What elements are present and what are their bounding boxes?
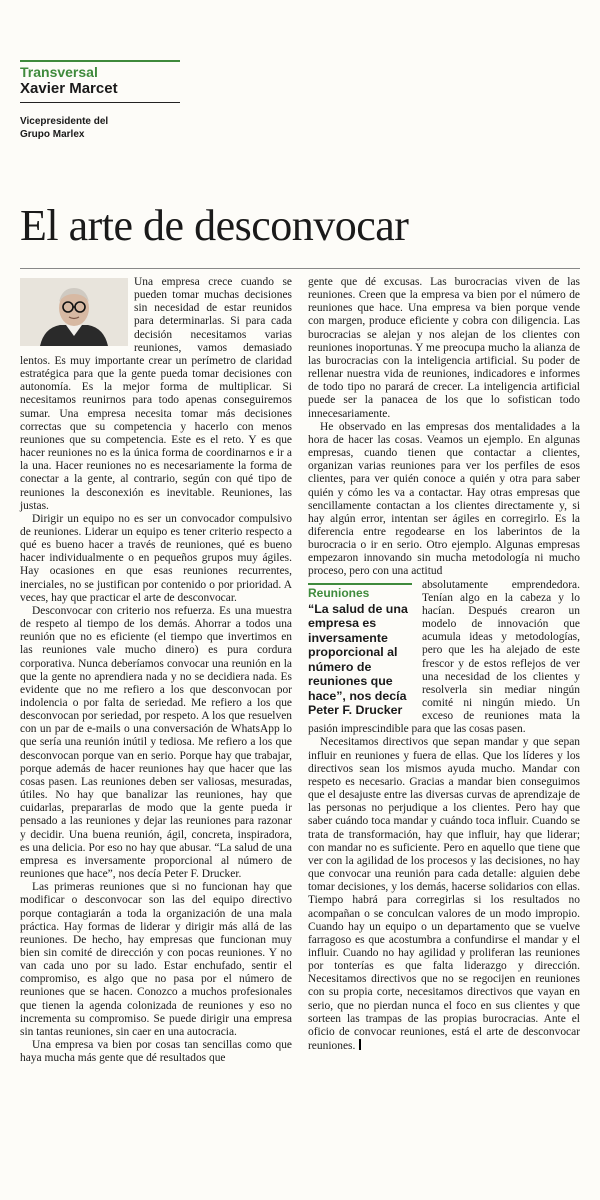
- body-paragraph: Desconvocar con criterio nos refuerza. Es una muestra de respeto al tiempo de los demás. Ahorrar a todos una reunión que no es eficiente (el tiempo que invertimos en las reuniones vale mucho dinero) es pura cordura corporativa. Nunca deberíamos convocar una reunión en la que la gente no aprendiera nada y no se decidiera nada. Es evidente que no me refiero a los que desconvocan por indolencia o por falta de seriedad. Me refiero a los que desconvocan por seriedad, por respeto. A los que resuelven con un par de e-mails o una conversación de WhatsApp lo que sería una reunión inútil y tediosa. Me refiero a los que desconvocan porque van en serio. Porque hay que trabajar, porque además de hacer reuniones hay que hacer que las cosas pasen. Las reuniones deben ser valiosas, mesuradas, útiles. No hay que banalizar las reuniones, hay que cuidarlas, prepararlas de modo que la gente pueda ir pensado a las reuniones y dejar las reuniones para razonar y decidir. Una buena reunión, ágil, concreta, inspiradora, es una delicia. Por eso no hay que abusar. “La salud de una empresa es inversamente proporcional al número de reuniones que hace”, nos decía Peter F. Drucker.: [20, 604, 292, 881]
- end-mark-icon: [359, 1039, 361, 1050]
- body-paragraph: [308, 736, 580, 1053]
- body-paragraph: Una empresa crece cuando se pueden tomar muchas decisiones sin necesidad de estar reunidos para determinarlas. Si para cada decisión necesitamos varias reuniones, vamos demasiado lentos. Es muy importante crear un perímetro de claridad estratégica para que la gente pueda tomar decisiones con autonomía. Es la mejor forma de multiplicar. Si necesitamos reunirnos para todo apenas conseguiremos sumar. Una empresa necesita tomar más decisiones correctas que su competencia y hacerlo con menos reuniones que su competencia. Este es el reto. Y es que hacer reuniones no es la única forma de coordinarnos e ir a la una. Hacer reuniones no es necesariamente la forma de conectar a la gente, al contrario, según con qué tipo de reuniones la desconexión es inevitable. Reuniones, las justas.: [20, 276, 292, 512]
- author-role-line: Grupo Marlex: [20, 129, 85, 140]
- body-paragraph: absolutamente emprendedora. Tenían algo en la cabeza y lo hacían. Después crearon un modelo de innovación que acumula ideas y metodologías, pero que les ha alejado de este frescor y de estos reflejos de ver una necesidad de los clientes y resolverla sin mediar ningún comité ni ningún miedo. Un exceso de reuniones mata la pasión imprescindible para que las cosas pasen.: [308, 578, 580, 736]
- body-column-right: [308, 276, 580, 1053]
- author-portrait-svg: [20, 278, 128, 346]
- author-name: Xavier Marcet: [20, 80, 180, 103]
- pullquote-label: Reuniones: [308, 583, 412, 600]
- body-paragraph-text: Necesitamos directivos que sepan mandar y que sepan influir en reuniones y fuera de ellas. Que los líderes y los directivos sean los mismos ayuda mucho. Mandar con respeto es necesario. Gracias a mandar bien conseguimos que el desajuste entre las diversas curvas de aprendizaje de las personas no perjudique a los clientes. Pero hay que saber cuándo toca mandar y cuándo toca influir. Cuando se trata de transformación, hay que influir, hay que liderar; con mandar no es suficiente. Pero en aquello que tiene que ver con la agilidad de los procesos y las decisiones, no hay que convocar una reunión para cada detalle: alguien debe tomar decisiones, y los demás, hacerse solidarios con ellas. Tiempo habrá para corregirlas si los resultados no acompañan o se conculcan valores de un modo impropio. Cuando hay un equipo o un departamento que se vuelve farragoso es que acostumbra a confundirse el mandar y el influir. Cuando no hay agilidad y proliferan las reuniones por tonterías es que falta liderazgo y dirección. Necesitamos directivos que no se regocijen en reuniones con su propia corte, necesitamos directivos que vayan en serio, que no pierdan nunca el foco en sus clientes y que sorteen las trampas de las propias burocracias. Ante el oficio de convocar reuniones, está el arte de desconvocar reuniones.: [308, 736, 580, 1053]
- author-role: [20, 115, 180, 141]
- author-role-line: Vicepresidente del: [20, 116, 109, 127]
- author-portrait-icon: [20, 278, 128, 346]
- body-paragraph: He observado en las empresas dos mentalidades a la hora de hacer las cosas. Veamos un ejemplo. En algunas empresas, cuando tienen que contactar a clientes, organizan varias reuniones para ver los perfiles de esos clientes, para ver quién conoce a quién y otra para saber quién y cómo les va a contactar. Hay otras empresas que sencillamente contactan a los clientes directamente y, si hay algún error, intentan ser ágiles en corregirlo. Es la diferencia entre regodearse en los laberintos de la burocracia o ir en serio. Otro ejemplo. Algunas empresas empezaron innovando sin mucha metodología ni mucho proceso, pero con una actitud: [308, 420, 580, 578]
- title-divider: [20, 268, 580, 269]
- pullquote: [308, 583, 412, 718]
- pullquote-text: “La salud de una empresa es inversamente proporcional al número de reuniones que hace”, nos decía Peter F. Drucker: [308, 601, 408, 718]
- body-paragraph: Una empresa va bien por cosas tan sencillas como que haya mucha más gente que dé resultados que: [20, 1039, 292, 1065]
- body-paragraph: gente que dé excusas. Las burocracias viven de las reuniones. Creen que la empresa va bien por el número de reuniones que hace. Una empresa va bien porque vende con margen, produce eficiente y cobra con diligencia. Las burocracias se alejan y nos alejan de los clientes con reuniones inoportunas. Y me preocupa mucho la alianza de las burocracias con la inteligencia artificial. Su poder de rellenar nuestra vida de reuniones, indicadores e informes de todo tipo no parará de crecer. La inteligencia artificial puede ser la panacea de los que lo sofistican todo innecesariamente.: [308, 276, 580, 420]
- body-paragraph: Las primeras reuniones que si no funcionan hay que modificar o desconvocar son las del equipo directivo porque contagiarán a toda la organización de una mala práctica. Hay formas de liderar y dirigir más allá de las reuniones. De hecho, hay empresas que funcionan muy bien sin comité de dirección y con pocas reuniones. Y no van cada uno por su lado. Estar enchufado, sentir el compromiso, es algo que no pasa por el número de reuniones que se hacen. Conozco a muchos profesionales que tienen la agenda colonizada de reuniones y eso no incrementa su compromiso. Se puede dirigir una empresa sin tantas reuniones, sin caer en una autocracia.: [20, 881, 292, 1038]
- body-paragraph: Dirigir un equipo no es ser un convocador compulsivo de reuniones. Liderar un equipo es tener criterio respecto a qué es bueno hacer a través de reuniones, qué es bueno hacer individualmente o en pequeños grupos muy ágiles. Hay ocasiones en que esas reuniones recurrentes, inerciales, no se justifican por contenido o por prioridad. A veces, hay que practicar el arte de desconvocar.: [20, 512, 292, 604]
- article-title: El arte de desconvocar: [20, 201, 409, 250]
- body-column-left: [20, 276, 292, 1065]
- section-label: Transversal: [20, 60, 180, 80]
- byline-block: [20, 60, 180, 141]
